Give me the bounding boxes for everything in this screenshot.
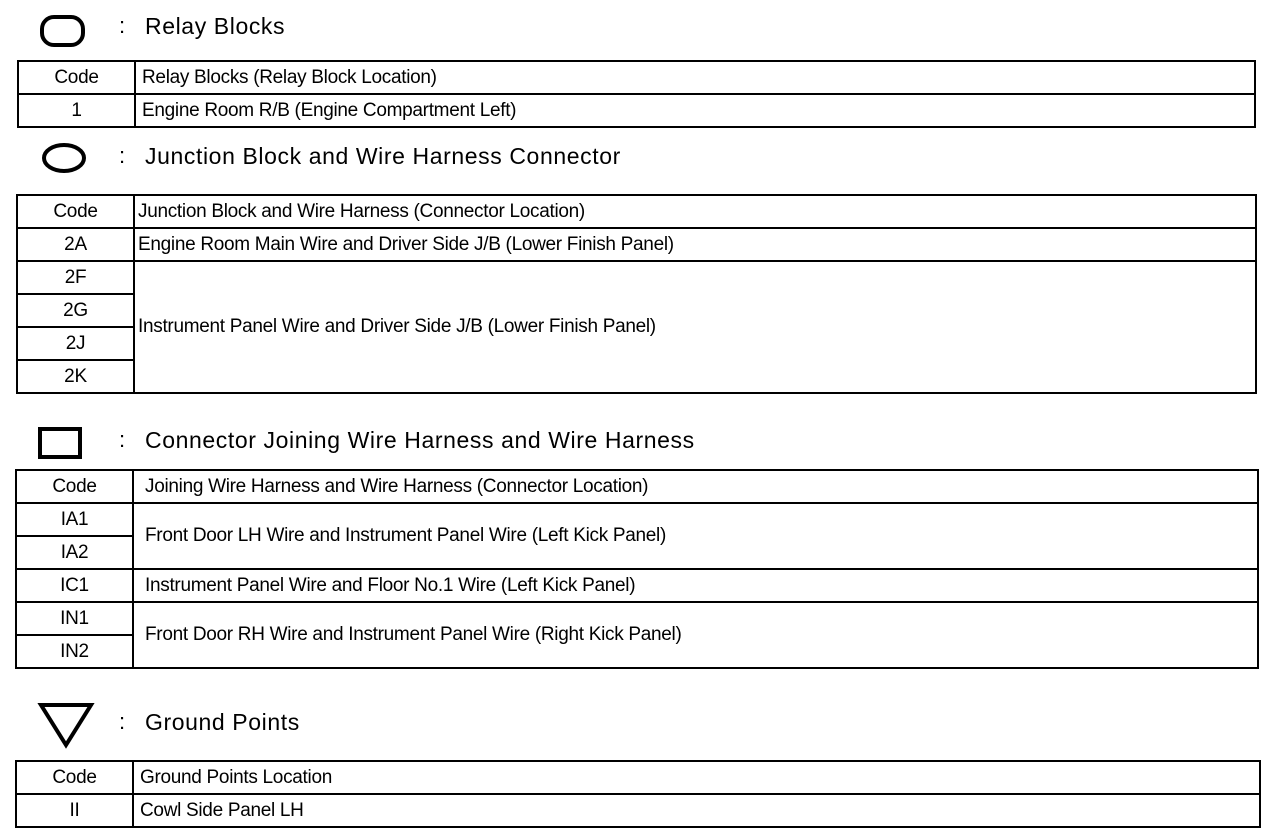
table-header-row [17, 195, 1256, 228]
description-cell: Front Door RH Wire and Instrument Panel Wire (Right Kick Panel) [133, 602, 1258, 668]
table-row [18, 94, 1255, 127]
code-cell: II [16, 794, 133, 827]
section-title: Junction Block and Wire Harness Connector [145, 143, 621, 169]
heading-colon: : [119, 709, 126, 734]
code-header: Code [18, 61, 135, 94]
code-cell: IC1 [16, 569, 133, 602]
table-row [17, 228, 1256, 261]
code-header: Code [16, 470, 133, 503]
code-cell: 1 [18, 94, 135, 127]
rounded-rect-icon [38, 13, 88, 49]
table-row [16, 602, 1258, 635]
description-header: Ground Points Location [133, 761, 1260, 794]
section-title: Connector Joining Wire Harness and Wire Harness [145, 427, 695, 453]
description-header: Junction Block and Wire Harness (Connector Location) [134, 195, 1256, 228]
description-header: Joining Wire Harness and Wire Harness (Connector Location) [133, 470, 1258, 503]
section-title: Ground Points [145, 709, 300, 735]
code-cell: 2K [17, 360, 134, 393]
junction-block-heading [0, 138, 1280, 178]
table-row [16, 569, 1258, 602]
connector-joining-table [15, 469, 1259, 669]
description-cell: Engine Room Main Wire and Driver Side J/B (Lower Finish Panel) [134, 228, 1256, 261]
ground-points-heading [0, 704, 1280, 744]
description-header: Relay Blocks (Relay Block Location) [135, 61, 1255, 94]
rectangle-icon [36, 424, 86, 462]
description-cell: Front Door LH Wire and Instrument Panel Wire (Left Kick Panel) [133, 503, 1258, 569]
section-title: Relay Blocks [145, 13, 286, 39]
table-header-row [16, 470, 1258, 503]
down-triangle-icon [36, 700, 96, 752]
description-cell: Instrument Panel Wire and Floor No.1 Wire (Left Kick Panel) [133, 569, 1258, 602]
heading-colon: : [119, 143, 126, 168]
code-cell: 2A [17, 228, 134, 261]
table-header-row [18, 61, 1255, 94]
code-header: Code [16, 761, 133, 794]
relay-blocks-heading [0, 8, 1280, 48]
junction-block-table [16, 194, 1257, 394]
table-row [16, 794, 1260, 827]
code-cell: IN2 [16, 635, 133, 668]
code-cell: IN1 [16, 602, 133, 635]
description-cell: Engine Room R/B (Engine Compartment Left) [135, 94, 1255, 127]
code-cell: IA2 [16, 536, 133, 569]
oval-icon [40, 140, 90, 176]
connector-joining-heading [0, 422, 1280, 462]
table-header-row [16, 761, 1260, 794]
table-row [17, 261, 1256, 294]
code-cell: IA1 [16, 503, 133, 536]
ground-points-table [15, 760, 1261, 828]
description-cell: Cowl Side Panel LH [133, 794, 1260, 827]
code-header: Code [17, 195, 134, 228]
heading-colon: : [119, 427, 126, 452]
description-cell: Instrument Panel Wire and Driver Side J/B (Lower Finish Panel) [134, 261, 1256, 393]
code-cell: 2G [17, 294, 134, 327]
heading-colon: : [119, 13, 126, 38]
relay-blocks-table [17, 60, 1256, 128]
code-cell: 2J [17, 327, 134, 360]
table-row [16, 503, 1258, 536]
code-cell: 2F [17, 261, 134, 294]
